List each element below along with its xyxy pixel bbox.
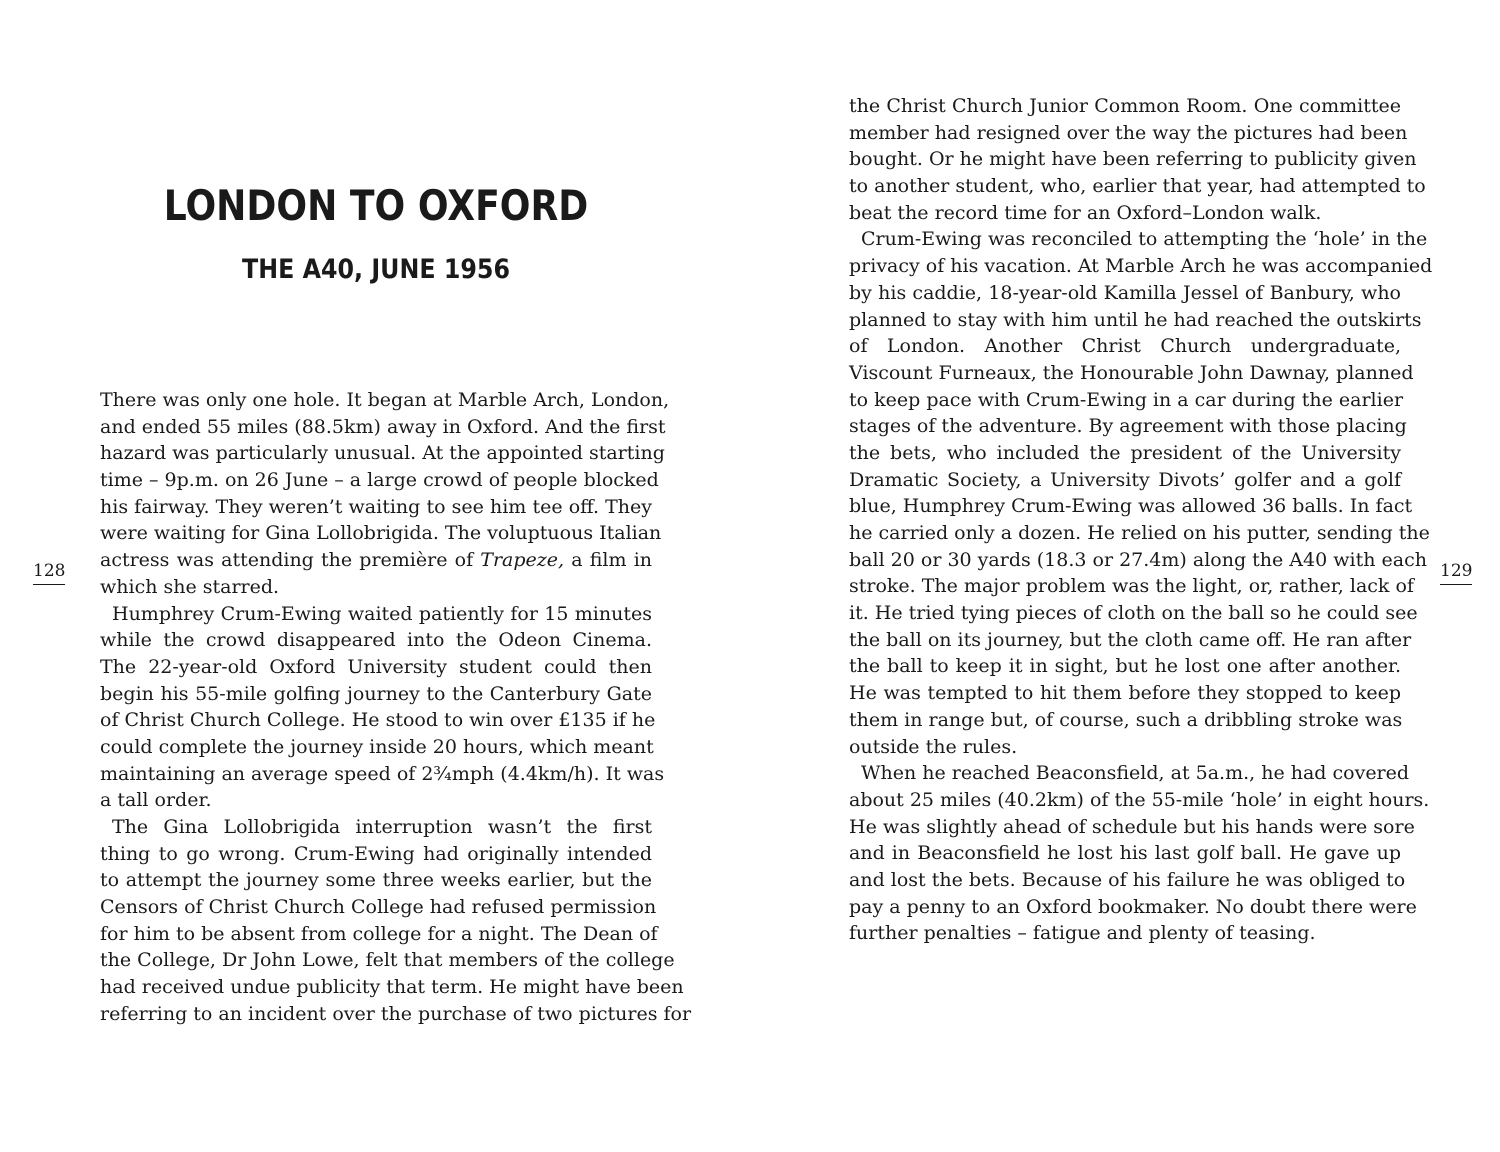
- left-body-text: [100, 387, 692, 1028]
- text-line: thing to go wrong. Crum-Ewing had originally intended: [100, 842, 652, 865]
- text-line: them in range but, of course, such a dribbling stroke was: [849, 708, 1403, 731]
- film-title-italic: Trapeze,: [480, 549, 565, 572]
- text-line: the Christ Church Junior Common Room. One committee: [849, 95, 1401, 117]
- text-line: hazard was particularly unusual. At the appointed starting: [100, 442, 665, 465]
- text-line: When he reached Beaconsfield, at 5a.m., he had covered: [861, 762, 1410, 785]
- text-line: further penalties – fatigue and plenty of teasing.: [849, 922, 1316, 945]
- text-line: of London. Another Christ Church undergraduate,: [849, 335, 1401, 358]
- text-line: The Gina Lollobrigida interruption wasn’t the first: [112, 816, 652, 838]
- text-line: begin his 55-mile golfing journey to the Canterbury Gate: [100, 682, 652, 705]
- text-line: There was only one hole. It began at Marble Arch, London,: [100, 389, 670, 411]
- text-line: stages of the adventure. By agreement with those placing: [849, 415, 1407, 438]
- text-line: referring to an incident over the purchase of two pictures for: [100, 1002, 692, 1025]
- text-run: actress was attending the première of: [100, 549, 481, 572]
- text-line: [100, 547, 652, 574]
- text-line: pay a penny to an Oxford bookmaker. No doubt there were: [849, 895, 1417, 918]
- text-line: and ended 55 miles (88.5km) away in Oxford. And the first: [100, 415, 666, 438]
- text-line: he carried only a dozen. He relied on his putter, sending the: [849, 522, 1430, 544]
- text-line: for him to be absent from college for a night. The Dean of: [100, 922, 658, 945]
- text-line: to keep pace with Crum-Ewing in a car during the earlier: [849, 388, 1404, 411]
- text-line: the bets, who included the president of the University: [849, 441, 1401, 464]
- text-line: He was tempted to hit them before they stopped to keep: [849, 682, 1401, 705]
- text-line: the College, Dr John Lowe, felt that members of the college: [100, 949, 675, 972]
- text-line: time – 9p.m. on 26 June – a large crowd of people blocked: [100, 469, 659, 492]
- text-line: had received undue publicity that term. He might have been: [100, 976, 684, 999]
- chapter-subtitle: THE A40, JUNE 1956: [241, 254, 510, 285]
- text-line: blue, Humphrey Crum-Ewing was allowed 36 balls. In fact: [849, 495, 1413, 518]
- text-line: and lost the bets. Because of his failure he was obliged to: [849, 868, 1406, 891]
- text-line: while the crowd disappeared into the Odeon Cinema.: [100, 629, 652, 652]
- text-line: The 22-year-old Oxford University student could then: [100, 655, 652, 678]
- text-line: could complete the journey inside 20 hours, which meant: [100, 735, 654, 758]
- text-line: ball 20 or 30 yards (18.3 or 27.4m) along the A40 with each: [849, 548, 1427, 571]
- text-line: by his caddie, 18-year-old Kamilla Jessel of Banbury, who: [849, 281, 1401, 304]
- right-body-text: [849, 93, 1433, 947]
- text-line: Viscount Furneaux, the Honourable John Dawnay, planned: [849, 361, 1414, 384]
- text-line: of Christ Church College. He stood to win over £135 if he: [100, 709, 656, 732]
- page-number: 129: [1440, 560, 1472, 585]
- text-line: member had resigned over the way the pictures had been: [849, 121, 1408, 144]
- text-line: it. He tried tying pieces of cloth on the ball so he could see: [849, 602, 1418, 625]
- chapter-title: LONDON TO OXFORD: [163, 181, 589, 230]
- text-run: a film in: [564, 549, 653, 572]
- text-line: to another student, who, earlier that year, had attempted to: [849, 175, 1426, 198]
- right-page: [750, 0, 1500, 1152]
- text-line: the ball to keep it in sight, but he lost one after another.: [849, 655, 1401, 678]
- text-line: Dramatic Society, a University Divots’ golfer and a golf: [849, 468, 1401, 491]
- text-line: planned to stay with him until he had reached the outskirts: [849, 308, 1422, 331]
- text-line: and in Beaconsfield he lost his last golf ball. He gave up: [849, 842, 1401, 865]
- text-line: about 25 miles (40.2km) of the 55-mile ‘hole’ in eight hours.: [849, 788, 1430, 811]
- text-line: which she starred.: [100, 575, 280, 598]
- text-line: the ball on its journey, but the cloth came off. He ran after: [849, 628, 1412, 651]
- text-line: privacy of his vacation. At Marble Arch he was accompanied: [849, 255, 1433, 278]
- text-line: a tall order.: [100, 789, 212, 812]
- text-line: Crum-Ewing was reconciled to attempting the ‘hole’ in the: [861, 228, 1428, 251]
- text-line: bought. Or he might have been referring to publicity given: [849, 148, 1417, 171]
- text-line: He was slightly ahead of schedule but his hands were sore: [849, 815, 1415, 838]
- text-line: stroke. The major problem was the light, or, rather, lack of: [849, 575, 1414, 598]
- text-line: to attempt the journey some three weeks earlier, but the: [100, 869, 652, 892]
- text-line: maintaining an average speed of 2¾mph (4.4km/h). It was: [100, 762, 665, 785]
- text-line: outside the rules.: [849, 735, 1018, 758]
- text-line: his fairway. They weren’t waiting to see him tee off. They: [100, 495, 652, 518]
- page-number: 128: [33, 560, 65, 585]
- text-line: Humphrey Crum-Ewing waited patiently for 15 minutes: [112, 602, 652, 625]
- text-line: Censors of Christ Church College had refused permission: [100, 896, 657, 919]
- text-line: were waiting for Gina Lollobrigida. The voluptuous Italian: [100, 522, 662, 545]
- text-line: beat the record time for an Oxford–London walk.: [849, 201, 1322, 224]
